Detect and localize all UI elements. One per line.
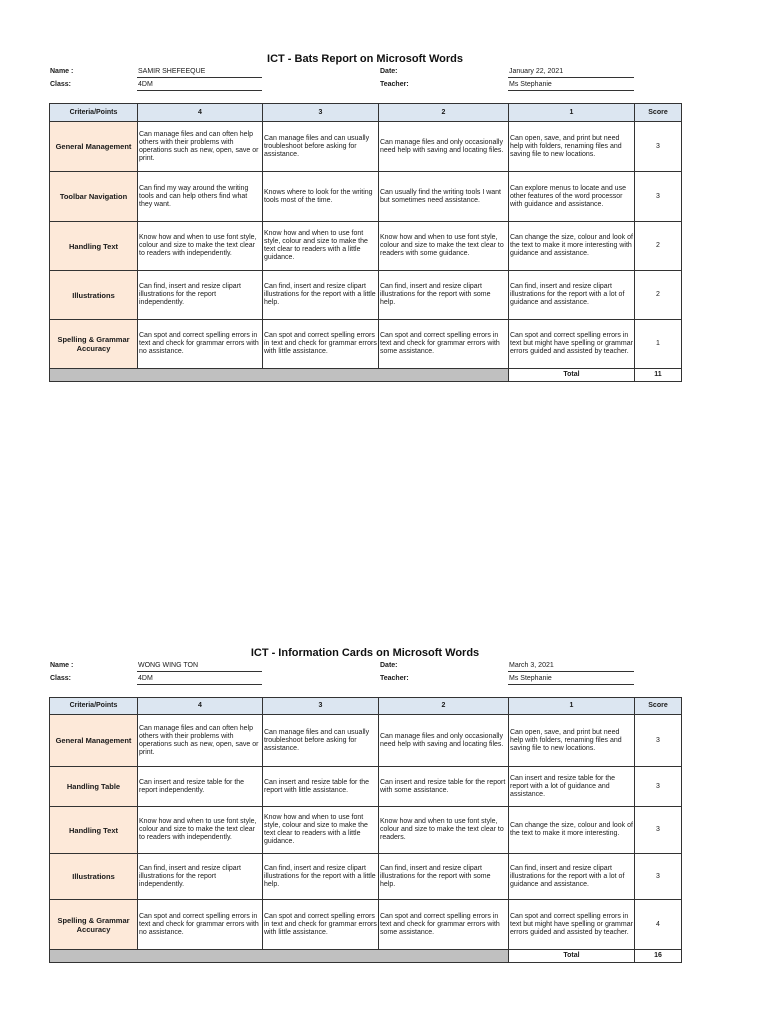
header-row [50, 104, 682, 122]
rubric-row [50, 222, 682, 271]
descriptor-2: Can usually find the writing tools I want but sometimes need assistance. [379, 172, 509, 222]
date-label: Date: [380, 662, 398, 669]
class-teacher-row [0, 79, 768, 91]
teacher-label: Teacher: [380, 675, 409, 682]
score-cell: 3 [635, 122, 682, 172]
descriptor-3: Can spot and correct spelling errors in text and check for grammar errors with little assistance. [263, 320, 379, 369]
descriptor-1: Can insert and resize table for the report with a lot of guidance and assistance. [509, 767, 635, 807]
criteria-label: Illustrations [50, 854, 138, 900]
descriptor-3: Knows where to look for the writing tools most of the time. [263, 172, 379, 222]
class-value: 4DM [137, 79, 262, 91]
criteria-label: Spelling & Grammar Accuracy [50, 900, 138, 950]
rubric-table [49, 697, 682, 963]
descriptor-4: Know how and when to use font style, colour and size to make the text clear to readers with independently. [138, 807, 263, 854]
rubric-row [50, 767, 682, 807]
total-score: 16 [635, 950, 682, 963]
descriptor-3: Can manage files and can usually troubleshoot before asking for assistance. [263, 122, 379, 172]
descriptor-3: Can insert and resize table for the report with little assistance. [263, 767, 379, 807]
total-row [50, 950, 682, 963]
header-points-1: 1 [509, 104, 635, 122]
criteria-label: Handling Text [50, 807, 138, 854]
date-label: Date: [380, 68, 398, 75]
descriptor-1: Can spot and correct spelling errors in text but might have spelling or grammar errors guided and assisted by teacher. [509, 900, 635, 950]
descriptor-3: Can find, insert and resize clipart illustrations for the report with a little help. [263, 854, 379, 900]
descriptor-3: Know how and when to use font style, colour and size to make the text clear to readers with a little guidance. [263, 807, 379, 854]
descriptor-4: Can insert and resize table for the report independently. [138, 767, 263, 807]
descriptor-4: Can find, insert and resize clipart illustrations for the report independently. [138, 854, 263, 900]
teacher-value: Ms Stephanie [508, 79, 634, 91]
descriptor-1: Can explore menus to locate and use other features of the word processor with guidance and assistance. [509, 172, 635, 222]
report-title: ICT - Information Cards on Microsoft Words [250, 647, 480, 659]
descriptor-2: Can find, insert and resize clipart illustrations for the report with some help. [379, 271, 509, 320]
criteria-label: General Management [50, 715, 138, 767]
descriptor-4: Can manage files and can often help others with their problems with operations such as new, open, save or print. [138, 122, 263, 172]
criteria-label: Toolbar Navigation [50, 172, 138, 222]
descriptor-2: Can manage files and only occasionally need help with saving and locating files. [379, 715, 509, 767]
descriptor-4: Can spot and correct spelling errors in text and check for grammar errors with no assistance. [138, 320, 263, 369]
descriptor-1: Can find, insert and resize clipart illustrations for the report with a lot of guidance and assistance. [509, 854, 635, 900]
score-cell: 3 [635, 807, 682, 854]
date-value: January 22, 2021 [508, 66, 634, 78]
descriptor-1: Can spot and correct spelling errors in text but might have spelling or grammar errors guided and assisted by teacher. [509, 320, 635, 369]
descriptor-4: Can find my way around the writing tools and can help others find what they want. [138, 172, 263, 222]
student-name-value: WONG WING TON [137, 660, 262, 672]
header-criteria: Criteria/Points [50, 104, 138, 122]
score-cell: 2 [635, 271, 682, 320]
report-title: ICT - Bats Report on Microsoft Words [267, 53, 463, 65]
header-points-3: 3 [263, 104, 379, 122]
score-cell: 1 [635, 320, 682, 369]
rubric-row [50, 854, 682, 900]
report-information-cards [0, 644, 768, 974]
class-value: 4DM [137, 673, 262, 685]
name-date-row [0, 66, 768, 78]
score-cell: 2 [635, 222, 682, 271]
descriptor-2: Can manage files and only occasionally need help with saving and locating files. [379, 122, 509, 172]
score-cell: 3 [635, 172, 682, 222]
descriptor-4: Can spot and correct spelling errors in text and check for grammar errors with no assistance. [138, 900, 263, 950]
class-label: Class: [50, 81, 72, 88]
descriptor-1: Can change the size, colour and look of the text to make it more interesting. [509, 807, 635, 854]
header-points-4: 4 [138, 104, 263, 122]
criteria-label: Illustrations [50, 271, 138, 320]
header-score: Score [635, 698, 682, 715]
rubric-row [50, 807, 682, 854]
descriptor-4: Know how and when to use font style, colour and size to make the text clear to readers with independently. [138, 222, 263, 271]
descriptor-2: Can find, insert and resize clipart illustrations for the report with some help. [379, 854, 509, 900]
student-name-value: SAMIR SHEFEEQUE [137, 66, 262, 78]
rubric-table [49, 103, 682, 382]
name-label: Name : [50, 68, 74, 75]
score-cell: 4 [635, 900, 682, 950]
report-bats [0, 50, 768, 380]
descriptor-2: Can spot and correct spelling errors in text and check for grammar errors with some assistance. [379, 900, 509, 950]
total-label: Total [509, 369, 635, 382]
score-cell: 3 [635, 854, 682, 900]
teacher-label: Teacher: [380, 81, 409, 88]
criteria-label: Handling Text [50, 222, 138, 271]
total-score: 11 [635, 369, 682, 382]
total-row [50, 369, 682, 382]
header-points-2: 2 [379, 104, 509, 122]
descriptor-1: Can open, save, and print but need help with folders, renaming files and saving file to new locations. [509, 122, 635, 172]
rubric-row [50, 271, 682, 320]
score-cell: 3 [635, 715, 682, 767]
descriptor-1: Can open, save, and print but need help with folders, renaming files and saving file to new locations. [509, 715, 635, 767]
rubric-row [50, 900, 682, 950]
class-teacher-row [0, 673, 768, 685]
rubric-row [50, 715, 682, 767]
descriptor-2: Know how and when to use font style, colour and size to make the text clear to readers. [379, 807, 509, 854]
descriptor-2: Can insert and resize table for the report with some assistance. [379, 767, 509, 807]
descriptor-1: Can find, insert and resize clipart illustrations for the report with a lot of guidance and assistance. [509, 271, 635, 320]
total-bar [50, 369, 509, 382]
class-label: Class: [50, 675, 72, 682]
descriptor-1: Can change the size, colour and look of the text to make it more interesting with guidance and assistance. [509, 222, 635, 271]
rubric-row [50, 320, 682, 369]
header-score: Score [635, 104, 682, 122]
descriptor-3: Can find, insert and resize clipart illustrations for the report with a little help. [263, 271, 379, 320]
teacher-value: Ms Stephanie [508, 673, 634, 685]
date-value: March 3, 2021 [508, 660, 634, 672]
header-points-4: 4 [138, 698, 263, 715]
header-points-1: 1 [509, 698, 635, 715]
header-row [50, 698, 682, 715]
name-date-row [0, 660, 768, 672]
criteria-label: Handling Table [50, 767, 138, 807]
descriptor-2: Know how and when to use font style, colour and size to make the text clear to readers with some guidance. [379, 222, 509, 271]
header-points-3: 3 [263, 698, 379, 715]
descriptor-4: Can manage files and can often help others with their problems with operations such as new, open, save or print. [138, 715, 263, 767]
descriptor-2: Can spot and correct spelling errors in text and check for grammar errors with some assistance. [379, 320, 509, 369]
criteria-label: Spelling & Grammar Accuracy [50, 320, 138, 369]
descriptor-3: Can manage files and can usually troubleshoot before asking for assistance. [263, 715, 379, 767]
total-label: Total [509, 950, 635, 963]
score-cell: 3 [635, 767, 682, 807]
descriptor-3: Know how and when to use font style, colour and size to make the text clear to readers with a little guidance. [263, 222, 379, 271]
header-criteria: Criteria/Points [50, 698, 138, 715]
descriptor-3: Can spot and correct spelling errors in text and check for grammar errors with little assistance. [263, 900, 379, 950]
total-bar [50, 950, 509, 963]
criteria-label: General Management [50, 122, 138, 172]
descriptor-4: Can find, insert and resize clipart illustrations for the report independently. [138, 271, 263, 320]
header-points-2: 2 [379, 698, 509, 715]
rubric-row [50, 122, 682, 172]
name-label: Name : [50, 662, 74, 669]
rubric-row [50, 172, 682, 222]
